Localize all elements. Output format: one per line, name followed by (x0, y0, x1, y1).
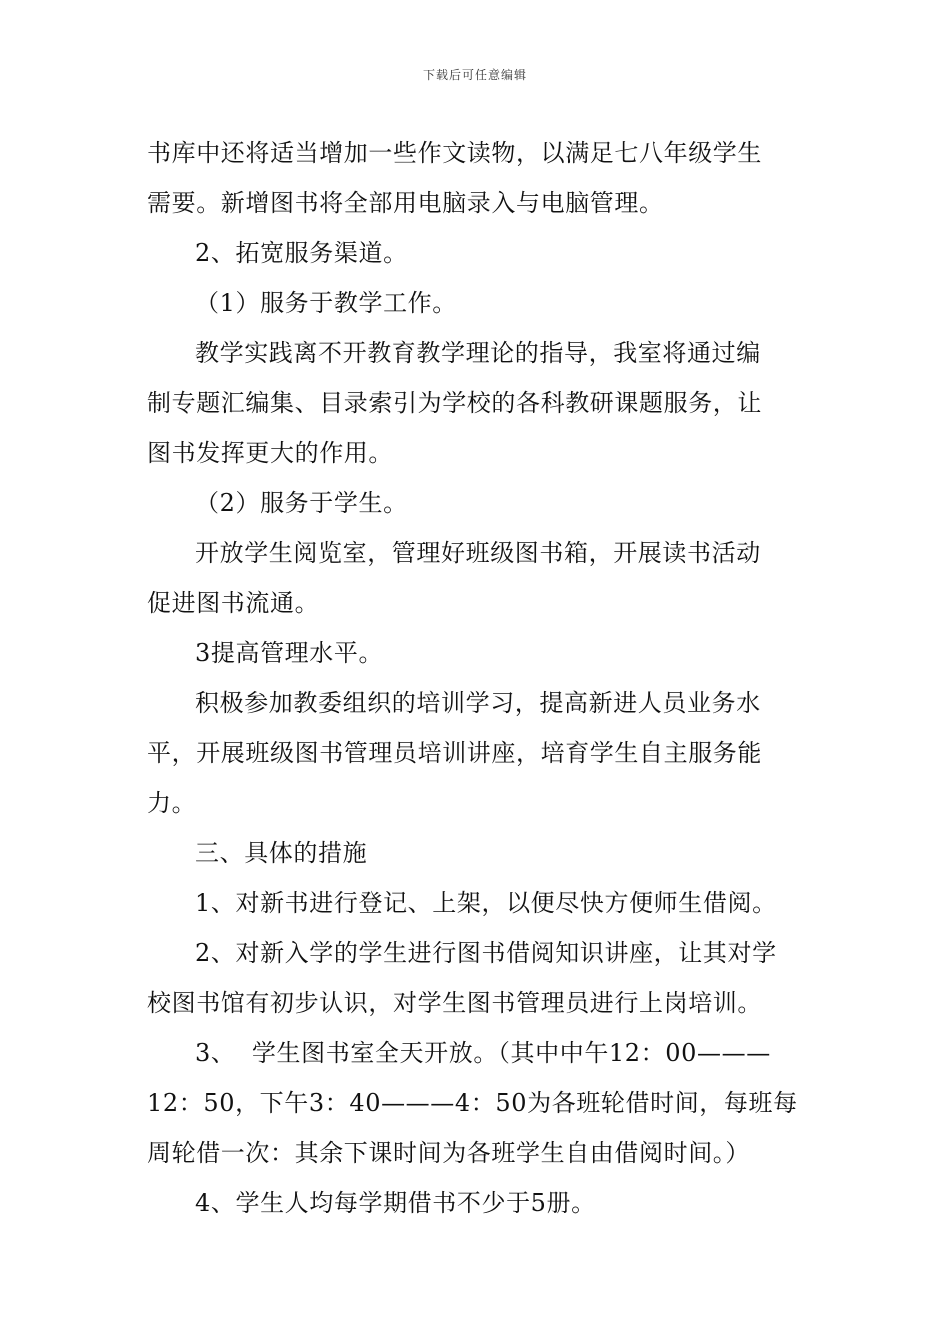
list-item: 4、学生人均每学期借书不少于5册。 (195, 1189, 596, 1217)
subsection-heading: （1）服务于教学工作。 (195, 289, 457, 317)
text-line: 周轮借一次：其余下课时间为各班学生自由借阅时间。） (147, 1139, 750, 1167)
list-item: 2、对新入学的学生进行图书借阅知识讲座，让其对学 (195, 939, 777, 967)
section-heading: 三、具体的措施 (195, 839, 368, 867)
page-header: 下载后可任意编辑 (422, 68, 527, 82)
text-line: 图书发挥更大的作用。 (147, 439, 393, 467)
text-line: 制专题汇编集、目录索引为学校的各科教研课题服务，让 (147, 389, 762, 417)
section-heading: 2、拓宽服务渠道。 (195, 239, 408, 267)
text-line: 平，开展班级图书管理员培训讲座，培育学生自主服务能 (147, 739, 762, 767)
text-line: 促进图书流通。 (147, 589, 320, 617)
text-line: 12：50，下午3：40———4：50为各班轮借时间，每班每 (147, 1089, 798, 1117)
text-line: 积极参加教委组织的培训学习，提高新进人员业务水 (195, 689, 761, 717)
list-item: 1、对新书进行登记、上架，以便尽快方便师生借阅。 (195, 889, 777, 917)
text-line: 需要。新增图书将全部用电脑录入与电脑管理。 (147, 189, 664, 217)
body-text (147, 128, 807, 1228)
text-line: 开放学生阅览室，管理好班级图书箱，开展读书活动 (195, 539, 761, 567)
section-heading: 3提高管理水平。 (195, 639, 384, 667)
subsection-heading: （2）服务于学生。 (195, 489, 408, 517)
text-line: 力。 (147, 789, 197, 817)
text-line: 校图书馆有初步认识，对学生图书管理员进行上岗培训。 (147, 989, 762, 1017)
list-item: 3、 学生图书室全天开放。（其中中午12：00——— (195, 1039, 771, 1067)
text-line: 书库中还将适当增加一些作文读物，以满足七八年级学生 (147, 139, 762, 167)
text-line: 教学实践离不开教育教学理论的指导，我室将通过编 (195, 339, 761, 367)
